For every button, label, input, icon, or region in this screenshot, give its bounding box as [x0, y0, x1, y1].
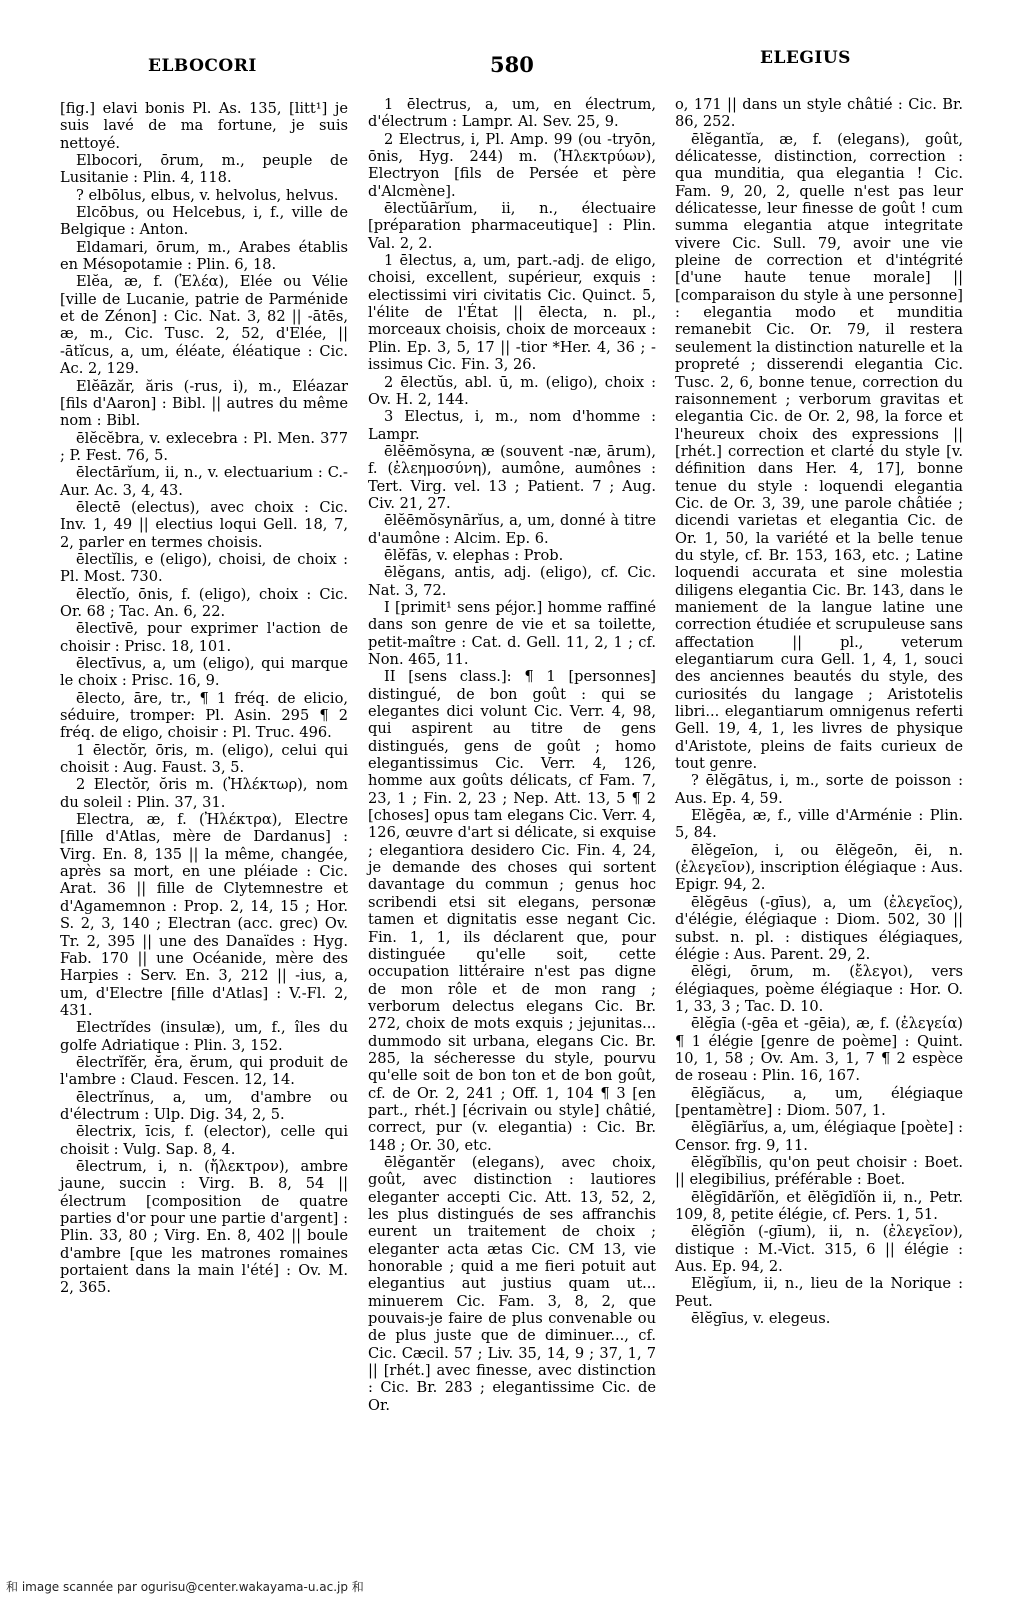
dictionary-entry: ēlectrum, i, n. (ἤλεκτρον), ambre jaune, succin : Virg. B. 8, 54 || électrum [composition de quatre parties d'or pour une partie d'argent] : Plin. 33, 80 ; Virg. En. 8, 402 || boule d'ambre [que les matrones romaines portaient dans la main l'été] : Ov. M. 2, 365. — [60, 1157, 348, 1297]
dictionary-column-3 — [675, 96, 963, 1327]
page-number: 580 — [490, 52, 534, 77]
dictionary-entry: ēlĕgīus, v. elegeus. — [691, 1310, 831, 1328]
dictionary-entry: ēlĕgantĕr (elegans), avec choix, goût, avec distinction : lautiores eleganter accepti Cic. Att. 13, 52, 2, les plus distingués de ses affranchis eurent un traitement de choix ; eleganter acta ætas Cic. CM 13, vie honorable ; quid a me fieri potuit aut elegantius aut justius quam ut... minuerem Cic. Fam. 3, 8, 2, que pouvais-je faire de plus convenable ou de plus juste que de diminuer..., cf. Cic. Cæcil. 57 ; Liv. 35, 14, 9 ; 37, 1, 7 || [rhét.] avec finesse, avec distinction : Cic. Br. 283 ; elegantissime Cic. de Or. — [368, 1153, 656, 1414]
dictionary-entry: ēlĕgīăcus, a, um, élégiaque [pentamètre] : Diom. 507, 1. — [675, 1084, 963, 1119]
dictionary-entry: ēlectē (electus), avec choix : Cic. Inv. 1, 49 || electius loqui Gell. 18, 7, 2, parler en termes choisis. — [60, 498, 348, 551]
dictionary-entry: ēlĕgīŏn (-gīum), ii, n. (ἐλεγεῖον), distique : M.-Vict. 315, 6 || élégie : Aus. Ep. 94, 2. — [675, 1223, 963, 1276]
dictionary-entry: ēlĕgantĭa, æ, f. (elegans), goût, délicatesse, distinction, correction : qua munditia, qua elegantia ! Cic. Fam. 9, 20, 2, quelle n'est pas leur délicatesse, leur finesse de goût ! cum summa elegantia atque integritate vivere Cic. Sull. 79, avoir une vie pleine de correction et d'intégrité [d'une haute tenue morale] || [comparaison du style à une personne] : elegantia modo et munditia remanebit Cic. Or. 79, il restera seulement la distinction naturelle et la propreté ; disserendi elegantia Cic. Tusc. 2, 6, bonne tenue, correction du raisonnement ; verborum gravitas et elegantia Cic. de Or. 2, 98, la force et l'heureux choix des expressions || [rhét.] correction et clarté du style [v. définition dans Her. 4, 17], bonne tenue du style : loquendi elegantia Cic. de Or. 3, 39, une parole châtiée ; dicendi varietas et elegantia Cic. de Or. 1, 50, la variété et la belle tenue du style, cf. Br. 153, 163, etc. ; Latine loquendi accurata et sine molestia diligens elegantia Cic. Br. 143, dans le maniement de la langue latine une correction étudiée et scrupuleuse sans affectation || pl., veterum elegantiarum cura Gell. 1, 4, 1, souci des anciennes beautés du style, des curiosités du langage ; Aristotelis libri... elegantiarum omnigenus referti Gell. 19, 4, 1, les livres de physique d'Aristote, pleins de faits curieux de tout genre. — [675, 130, 963, 773]
dictionary-entry: ēlectīvus, a, um (eligo), qui marque le choix : Prisc. 16, 9. — [60, 655, 348, 690]
dictionary-entry: 2 Electrus, i, Pl. Amp. 99 (ou -tryōn, ōnis, Hyg. 244) m. (Ἠλεκτρύων), Electryon [fils de Persée et père d'Alcmène]. — [368, 130, 656, 200]
dictionary-entry: Electrĭdes (insulæ), um, f., îles du golfe Adriatique : Plin. 3, 152. — [60, 1019, 348, 1054]
dictionary-entry: ēlĕgĭbĭlis, qu'on peut choisir : Boet. || elegibilius, préférable : Boet. — [675, 1153, 963, 1189]
dictionary-entry: ēlĕfās, v. elephas : Prob. — [384, 546, 564, 564]
dictionary-entry: ēlĕgeīon, i, ou ēlĕgeōn, ēi, n. (ἐλεγεῖον), inscription élégiaque : Aus. Epigr. 94, 2. — [675, 841, 963, 894]
dictionary-entry: 2 ēlectŭs, abl. ū, m. (eligo), choix : Ov. H. 2, 144. — [368, 373, 656, 408]
dictionary-entry: ēlĕgīārĭus, a, um, élégiaque [poète] : Censor. frg. 9, 11. — [675, 1119, 963, 1154]
dictionary-entry: 2 Electŏr, ŏris m. (Ἠλέκτωρ), nom du soleil : Plin. 37, 31. — [60, 776, 348, 811]
dictionary-entry: o, 171 || dans un style châtié : Cic. Br. 86, 252. — [675, 96, 963, 131]
dictionary-entry: ēlecto, āre, tr., ¶ 1 fréq. de elicio, séduire, tromper: Pl. Asin. 295 ¶ 2 fréq. de eligo, choisir : Pl. Truc. 496. — [60, 689, 348, 742]
left-running-head: ELBOCORI — [148, 56, 257, 76]
dictionary-entry: I [primit¹ sens péjor.] homme raffiné dans son genre de vie et sa toilette, petit-maître : Cat. d. Gell. 11, 2, 1 ; cf. Non. 465, 11. — [368, 598, 656, 668]
dictionary-entry: ? ēlĕgātus, i, m., sorte de poisson : Aus. Ep. 4, 59. — [675, 772, 963, 807]
dictionary-entry: ēlectĭo, ōnis, f. (eligo), choix : Cic. Or. 68 ; Tac. An. 6, 22. — [60, 585, 348, 620]
scan-credit-footer: 和 image scannée par ogurisu@center.wakayama-u.ac.jp 和 — [6, 1580, 364, 1594]
dictionary-entry: ēlĕēmŏsynārĭus, a, um, donné à titre d'aumône : Alcim. Ep. 6. — [368, 512, 656, 547]
dictionary-entry: ēlĕgans, antis, adj. (eligo), cf. Cic. Nat. 3, 72. — [368, 564, 656, 599]
dictionary-entry: Electra, æ, f. (Ἠλέκτρα), Electre [fille d'Atlas, mère de Dardanus] : Virg. En. 8, 135 || la même, changée, après sa mort, en une pléiade : Cic. Arat. 36 || fille de Clytemnestre et d'Agamemnon : Prop. 2, 14, 15 ; Hor. S. 2, 3, 140 ; Electran (acc. grec) Ov. Tr. 2, 395 || une des Danaïdes : Hyg. Fab. 170 || une Océanide, mère des Harpies : Serv. En. 3, 212 || -ius, a, um, d'Electre [fille d'Atlas] : V.-Fl. 2, 431. — [60, 811, 348, 1019]
dictionary-entry: Elĕgĭum, ii, n., lieu de la Norique : Peut. — [675, 1275, 963, 1310]
dictionary-entry: II [sens class.]: ¶ 1 [personnes] distingué, de bon goût : qui se elegantes dici volunt Cic. Verr. 4, 98, qui aspirent au titre de gens distingués, gens de goût ; homo elegantissimus Cic. Verr. 4, 126, homme aux goûts délicats, cf Fam. 7, 23, 1 ; Fin. 2, 23 ; Nep. Att. 13, 5 ¶ 2 [choses] opus tam elegans Cic. Verr. 4, 126, œuvre d'art si délicate, si exquise ; elegantiora desidero Cic. Fin. 4, 24, je demande des choses qui sortent davantage du commun ; genus hoc scribendi etsi sit elegans, personæ tamen et dignitatis esse negant Cic. Fin. 1, 1, ils déclarent que, pour distinguée qu'elle soit, cette occupation littéraire n'est pas digne de mon rôle et de mon rang ; verborum delectus elegans Cic. Br. 272, choix de mots exquis ; jejunitas... dummodo sit urbana, elegans Cic. Br. 285, la sécheresse du style, pourvu qu'elle soit de bon ton et de bon goût, cf. de Or. 2, 241 ; Off. 1, 104 ¶ 3 [en part., rhét.] [écrivain ou style] châtié, correct, pur (v. elegantia) : Cic. Br. 148 ; Or. 30, etc. — [368, 668, 656, 1154]
dictionary-entry: Elĕgēa, æ, f., ville d'Arménie : Plin. 5, 84. — [675, 807, 963, 842]
page-header — [0, 48, 1024, 86]
dictionary-entry: ēlectrĭnus, a, um, d'ambre ou d'électrum : Ulp. Dig. 34, 2, 5. — [60, 1088, 348, 1123]
dictionary-entry: 3 Electus, i, m., nom d'homme : Lampr. — [368, 408, 656, 443]
dictionary-entry: ēlectŭārĭum, ii, n., électuaire [préparation pharmaceutique] : Plin. Val. 2, 2. — [368, 200, 656, 252]
right-running-head: ELEGIUS — [760, 48, 851, 68]
dictionary-column-1 — [60, 100, 348, 1297]
dictionary-entry: ēlectrix, īcis, f. (elector), celle qui choisit : Vulg. Sap. 8, 4. — [60, 1123, 348, 1158]
dictionary-entry: ēlĕgi, ōrum, m. (ἔλεγοι), vers élégiaques, poème élégiaque : Hor. O. 1, 33, 3 ; Tac. D. 10. — [675, 963, 963, 1015]
dictionary-entry: ēlĕgīdārĭŏn, et ēlĕgīdĭŏn ii, n., Petr. 109, 8, petite élégie, cf. Pers. 1, 51. — [675, 1188, 963, 1223]
dictionary-entry: Elĕa, æ, f. (Ἐλέα), Elée ou Vélie [ville de Lucanie, patrie de Parménide et de Zénon] : Cic. Nat. 3, 82 || -ātēs, æ, m., Cic. Tusc. 2, 52, d'Elée, || -ātĭcus, a, um, éléate, éléatique : Cic. Ac. 2, 129. — [60, 273, 348, 378]
dictionary-entry: Elĕāzăr, ăris (-rus, i), m., Eléazar [fils d'Aaron] : Bibl. || autres du même nom : Bibl. — [60, 377, 348, 430]
dictionary-entry: [fig.] elavi bonis Pl. As. 135, [litt¹] je suis lavé de ma fortune, je suis nettoyé. — [60, 100, 348, 152]
dictionary-entry: ēlĕgīa (-gēa et -gēia), æ, f. (ἐλεγεία) ¶ 1 élégie [genre de poème] : Quint. 10, 1, 58 ; Ov. Am. 3, 1, 7 ¶ 2 espèce de roseau : Plin. 16, 167. — [675, 1015, 963, 1085]
dictionary-entry: ēlectīvē, pour exprimer l'action de choisir : Prisc. 18, 101. — [60, 620, 348, 655]
dictionary-entry: ? elbōlus, elbus, v. helvolus, helvus. — [76, 186, 339, 204]
dictionary-entry: Elcōbus, ou Helcebus, i, f., ville de Belgique : Anton. — [60, 204, 348, 239]
dictionary-entry: ēlĕēmŏsyna, æ (souvent -næ, ārum), f. (ἐλεημοσύνη), aumône, aumônes : Tert. Virg. vel. 13 ; Patient. 7 ; Aug. Civ. 21, 27. — [368, 442, 656, 512]
dictionary-entry: Elbocori, ōrum, m., peuple de Lusitanie : Plin. 4, 118. — [60, 152, 348, 187]
dictionary-entry: Eldamari, ōrum, m., Arabes établis en Mésopotamie : Plin. 6, 18. — [60, 238, 348, 274]
dictionary-entry: 1 ēlectrus, a, um, en électrum, d'électrum : Lampr. Al. Sev. 25, 9. — [368, 96, 656, 131]
dictionary-entry: ēlectĭlis, e (eligo), choisi, de choix : Pl. Most. 730. — [60, 550, 348, 586]
dictionary-entry: ēlectārĭum, ii, n., v. electuarium : C.-Aur. Ac. 3, 4, 43. — [60, 464, 348, 499]
dictionary-entry: 1 ēlectus, a, um, part.-adj. de eligo, choisi, excellent, supérieur, exquis : electissimi viri civitatis Cic. Quinct. 5, l'élite de l'État || ēlecta, n. pl., morceaux choisis, choix de morceaux : Plin. Ep. 3, 5, 17 || -tior *Her. 4, 36 ; -issimus Cic. Fin. 3, 26. — [368, 252, 656, 374]
dictionary-entry: ēlĕgēus (-gīus), a, um (ἐλεγεῖος), d'élégie, élégiaque : Diom. 502, 30 || subst. n. pl. : distiques élégiaques, élégie : Aus. Parent. 29, 2. — [675, 893, 963, 963]
dictionary-entry: ēlectrĭfĕr, ĕra, ĕrum, qui produit de l'ambre : Claud. Fescen. 12, 14. — [60, 1053, 348, 1089]
dictionary-entry: 1 ēlectŏr, ōris, m. (eligo), celui qui choisit : Aug. Faust. 3, 5. — [60, 741, 348, 777]
dictionary-entry: ēlĕcĕbra, v. exlecebra : Pl. Men. 377 ; P. Fest. 76, 5. — [60, 429, 348, 464]
dictionary-column-2 — [368, 96, 656, 1414]
